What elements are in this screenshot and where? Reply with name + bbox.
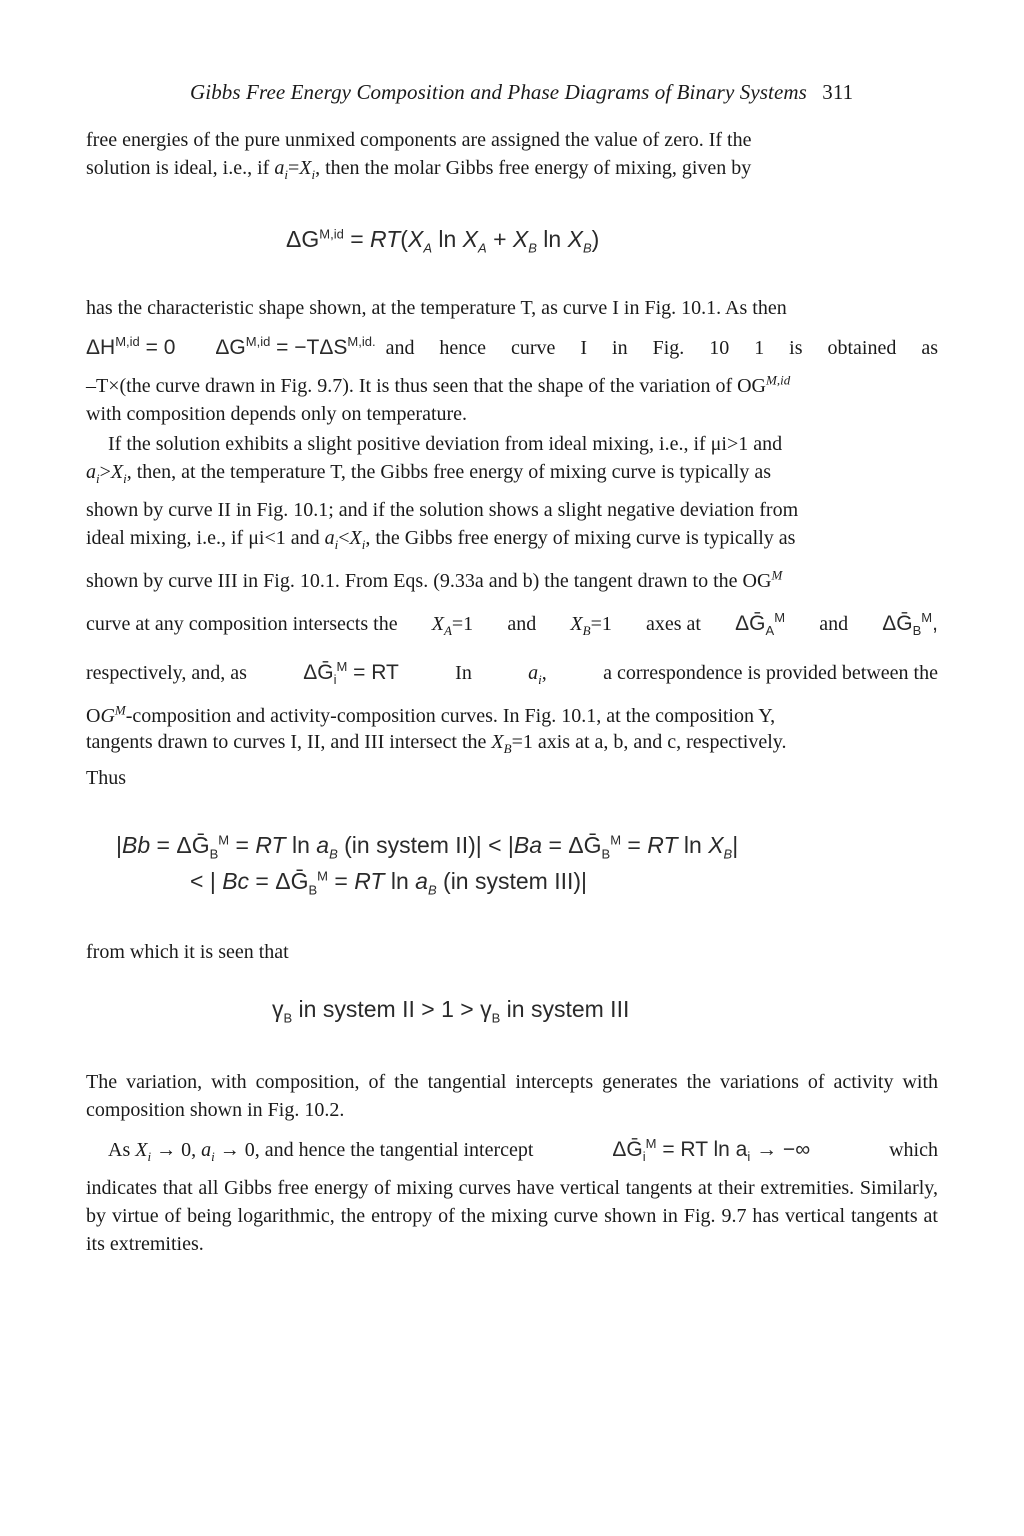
equation-activity-coefficients: $\gamma_B$ in system II > $1 > \gamma_B$ in system III	[272, 996, 630, 1026]
para3-line10: Thus	[86, 767, 126, 789]
running-title: Gibbs Free Energy Composition and Phase Diagrams of Binary Systems	[190, 80, 807, 104]
para3-line4: ideal mixing, i.e., if μi<1 and $a_i<X_i$, the Gibbs free energy of mixing curve is typically as	[86, 527, 796, 552]
partial-gibbs-A: ΔḠ$_A^M$	[735, 610, 786, 639]
equation-intercepts-line1: |Bb = ΔḠ$_B^M$ = RT $\ln a_B$ (in system II)| < |Ba = ΔḠ$_B^M$ = RT $\ln X_B|$	[116, 832, 739, 862]
para1-line2: solution is ideal, i.e., if $a_i=X_i$, then the molar Gibbs free energy of mixing, given by	[86, 157, 752, 182]
para2-line2: $\Delta H^{M,id} = 0$ $\Delta G^{M,id} = -T\Delta S^{M,id.}$ and hence curve I in Fig. 10 1 is obtained as	[86, 334, 938, 362]
para3-line8: $OG^M$-composition and activity-composition curves. In Fig. 10.1, at the composition Y,	[86, 702, 776, 727]
partial-gibbs-B: ΔḠ$_B^M$,	[882, 610, 938, 639]
equation-partial-gibbs-rt: ΔḠ$_i^M$ = RT	[303, 659, 399, 688]
para2-line4: with composition depends only on temperature.	[86, 403, 468, 425]
equation-intercepts-line2: < | Bc = ΔḠ$_B^M$ = RT $\ln a_B$ (in system III)|	[190, 868, 588, 898]
equation-enthalpy-zero: $\Delta H^{M,id} = 0$	[86, 334, 176, 359]
para1-line1: free energies of the pure unmixed components are assigned the value of zero. If the	[86, 129, 752, 151]
equation-intercept-infinity: ΔḠ$_i^M$ = RT $\ln a_i$ → −∞	[612, 1136, 811, 1165]
equation-gibbs-entropy: $\Delta G^{M,id} = -T\Delta S^{M,id.}$	[215, 334, 376, 359]
para6-rest: indicates that all Gibbs free energy of mixing curves have vertical tangents at their extremities. Similarly, by virtue of being logarithmic, the entropy of the mixing curve shown in Fig. 9.7 has vertical tangents at its extremities.	[86, 1177, 938, 1255]
para3-line7: respectively, and, as ΔḠ$_i^M$ = RT In $a_i$, a correspondence is provided between the	[86, 659, 938, 688]
para3-line9: tangents drawn to curves I, II, and III intersect the $X_B=1$ axis at a, b, and c, respectively.	[86, 731, 787, 756]
para4: from which it is seen that	[86, 941, 289, 963]
running-header	[190, 80, 930, 105]
para3-line1: If the solution exhibits a slight positive deviation from ideal mixing, i.e., if μi>1 and	[108, 433, 783, 455]
para3-line6: curve at any composition intersects the $X_A=1$ and $X_B=1$ axes at ΔḠ$_A^M$ and ΔḠ$_B^M$,	[86, 610, 938, 639]
para5: The variation, with composition, of the tangential intercepts generates the variations of activity with composition shown in Fig. 10.2.	[86, 1071, 938, 1121]
page-number: 311	[822, 80, 854, 104]
para3-line5: shown by curve III in Fig. 10.1. From Eqs. (9.33a and b) the tangent drawn to the $OG^M$	[86, 567, 783, 592]
para6-line1: As $X_i \to 0$, $a_i \to 0$, and hence the tangential intercept ΔḠ$_i^M$ = RT $\ln a_i$ → −∞ which	[108, 1136, 938, 1165]
para3-line2: $a_i>X_i$, then, at the temperature T, the Gibbs free energy of mixing curve is typically as	[86, 461, 771, 486]
para2-line3: –T×(the curve drawn in Fig. 9.7). It is thus seen that the shape of the variation of $OG^{M,id}$	[86, 372, 791, 397]
para2-line1: has the characteristic shape shown, at the temperature T, as curve I in Fig. 10.1. As then	[86, 297, 787, 319]
equation-ideal-mixing: $\Delta G^{M,id} = RT(X_A$ $\ln X_A + X_B$ $\ln X_B$)	[286, 226, 600, 256]
para3-line3: shown by curve II in Fig. 10.1; and if the solution shows a slight negative deviation from	[86, 499, 799, 521]
